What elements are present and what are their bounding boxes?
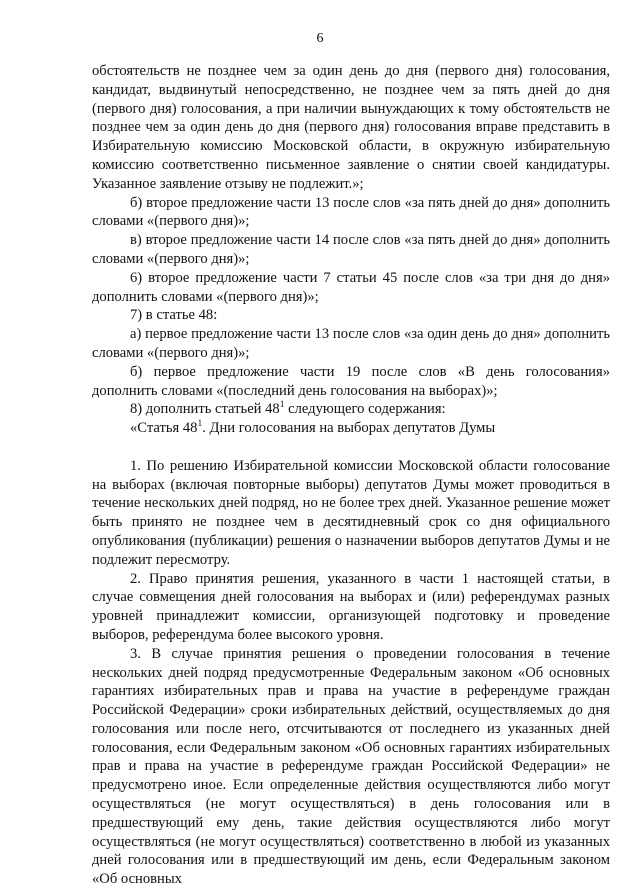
paragraph-article-part1: 1. По решению Избирательной комиссии Московской области голосование на выборах (включая повторные выборы) депутатов Думы может проводиться в течение нескольких дней подряд, но не более трех дней. Указанное решение может быть принято не позднее чем в десятидневный срок со дня официального опубликования (публикации) решения о назначении выборов депутатов Думы и не подлежит пересмотру. <box>92 457 610 568</box>
paragraph-amendment-7-article48: 7) в статье 48: <box>130 307 218 324</box>
item8-text-before: 8) дополнить статьей 48 <box>130 401 280 418</box>
paragraph-amendment-b-part19: б) первое предложение части 19 после слов «В день голосования» дополнить словами «(последний день голосования на выборах)»; <box>92 363 610 399</box>
item8-text-after: следующего содержания: <box>284 401 446 418</box>
document-body <box>92 62 610 889</box>
article-heading-after: . Дни голосования на выборах депутатов Думы <box>202 420 496 437</box>
paragraph-continuation: обстоятельств не позднее чем за один день до дня (первого дня) голосования, кандидат, выдвинутый непосредственно, не позднее чем за пять дней до дня (первого дня) голосования, а при наличии вынуждающих к тому обстоятельств не позднее чем за один день до дня (первого дня) голосования вправе представить в Избирательную комиссию Московской области, в окружную избирательную комиссию соответственно письменное заявление о снятии своей кандидатуры. Указанное заявление отзыву не подлежит.»; <box>92 63 610 192</box>
blank-line <box>92 438 610 457</box>
paragraph-amendment-v-part14: в) второе предложение части 14 после слов «за пять дней до дня» дополнить словами «(первого дня)»; <box>92 232 610 267</box>
paragraph-amendment-a-part13: а) первое предложение части 13 после слов «за один день до дня» дополнить словами «(первого дня)»; <box>92 326 610 361</box>
paragraph-amendment-8-add-article <box>92 400 610 419</box>
page-number: 6 <box>316 31 324 46</box>
article-heading-superscript: 1 <box>197 419 203 430</box>
paragraph-article-part3: 3. В случае принятия решения о проведении голосования в течение нескольких дней подряд предусмотренные Федеральным законом «Об основных гарантиях избирательных прав и права на участие в референдуме граждан Российской Федерации» сроки избирательных действий, осуществляемых до дня голосования или после него, отсчитываются от последнего из указанных дней голосования, если Федеральным законом «Об основных гарантиях избирательных прав и права на участие в референдуме граждан Российской Федерации» не предусмотрено иное. Если определенные действия осуществляются либо могут осуществляться (не могут осуществляться) в день голосования или в предшествующий ему день, такие действия осуществляются либо могут осуществляться (не могут осуществляться) соответственно в любой из указанных дней голосования или в предшествующий им день, если Федеральным законом «Об основных <box>92 645 610 888</box>
paragraph-article-part2: 2. Право принятия решения, указанного в части 1 настоящей статьи, в случае совмещения дней голосования на выборах и (или) референдумах разных уровней принадлежит комиссии, организующей подготовку и проведение выборов, референдума более высокого уровня. <box>92 570 610 643</box>
paragraph-amendment-b-part13: б) второе предложение части 13 после слов «за пять дней до дня» дополнить словами «(первого дня)»; <box>92 194 610 230</box>
article-heading <box>92 419 610 438</box>
paragraph-amendment-6-article45: 6) второе предложение части 7 статьи 45 после слов «за три дня до дня» дополнить словами «(первого дня)»; <box>92 269 610 305</box>
article-heading-before: «Статья 48 <box>130 420 198 437</box>
item8-superscript: 1 <box>279 400 285 411</box>
